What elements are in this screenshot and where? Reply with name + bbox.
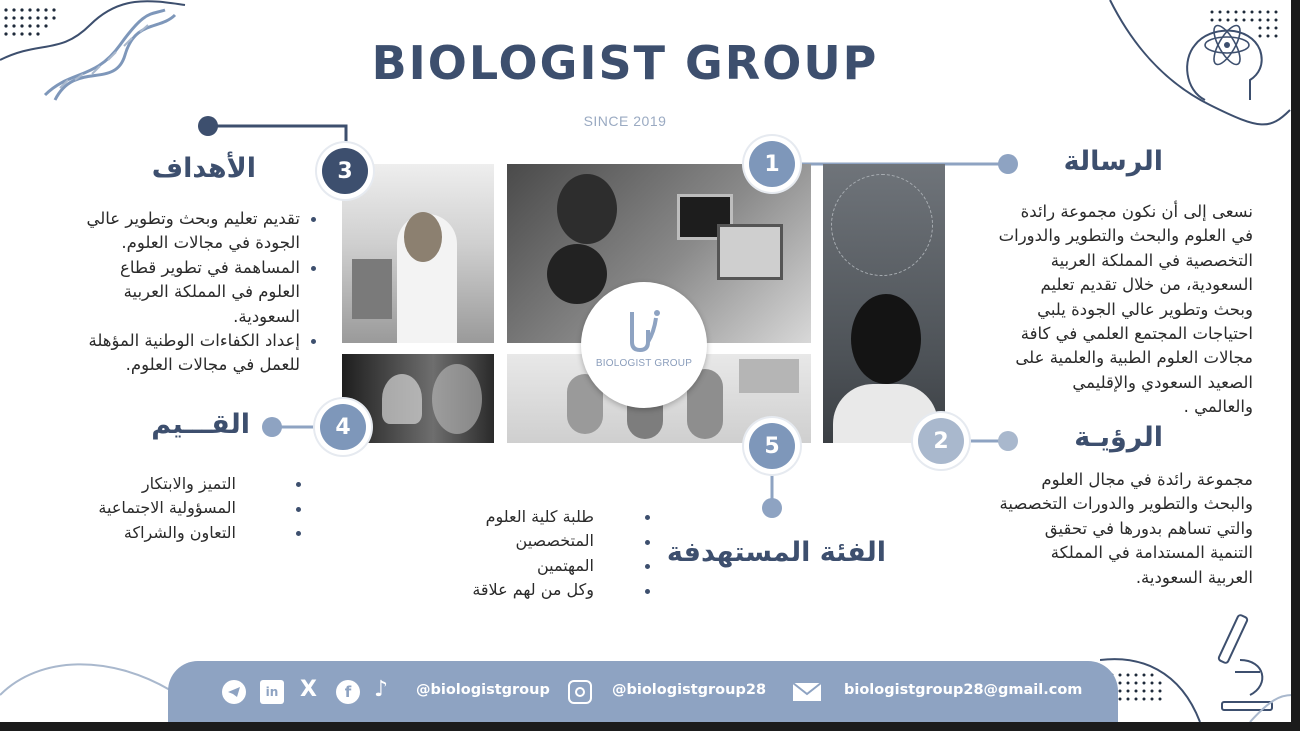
goals-line: المساهمة في تطوير قطاع — [119, 257, 300, 277]
mission-line: في العلوم والبحث والتطوير والدورات — [998, 226, 1253, 246]
badge-values: 4 — [320, 404, 366, 450]
mission-line: والعالمي . — [1183, 397, 1253, 417]
audience-bullet — [645, 540, 650, 545]
mission-line: وبحث وتطوير عالي الجودة يلبي — [1037, 299, 1253, 319]
audience-item — [354, 529, 594, 553]
instagram-handle[interactable]: @biologistgroup28 — [612, 682, 767, 698]
values-item-text: التعاون والشراكة — [123, 522, 236, 542]
mission-text — [923, 200, 1253, 420]
x-icon[interactable]: X — [300, 677, 317, 702]
audience-bullet — [645, 564, 650, 569]
audience-bullet — [645, 589, 650, 594]
frame-edge-bottom — [0, 722, 1300, 731]
logo-mark-icon — [624, 306, 664, 354]
badge-mission: 1 — [749, 141, 795, 187]
mission-line: التخصصية في المملكة العربية — [1050, 250, 1253, 270]
goals-list — [40, 207, 300, 378]
values-bullet — [296, 482, 301, 487]
telegram-icon[interactable] — [222, 680, 246, 704]
vision-line: العربية السعودية. — [1135, 567, 1253, 587]
goals-heading: الأهداف — [151, 153, 256, 184]
goals-line: للعمل في مجالات العلوم. — [125, 355, 300, 375]
envelope-icon[interactable] — [792, 682, 822, 706]
audience-item-text: طلبة كلية العلوم — [485, 507, 594, 526]
values-heading: القـــيم — [151, 409, 250, 440]
goals-line: السعودية. — [233, 306, 300, 326]
badge-vision: 2 — [918, 418, 964, 464]
audience-list — [354, 505, 594, 603]
values-item-text: المسؤولية الاجتماعية — [98, 498, 236, 518]
page-title: BIOLOGIST GROUP — [371, 36, 879, 90]
values-item — [36, 521, 236, 545]
goals-line: الجودة في مجالات العلوم. — [121, 233, 300, 253]
audience-item-text: المهتمين — [536, 555, 594, 575]
vision-text — [913, 468, 1253, 590]
goals-line: تقديم تعليم وبحث وتطوير عالي — [86, 209, 300, 228]
mission-line: مجالات العلوم الطبية والعلمية على — [1015, 348, 1253, 368]
vision-line: والبحث والتطوير والدورات التخصصية — [999, 494, 1253, 514]
mission-line: احتياجات المجتمع العلمي في كافة — [1020, 324, 1253, 344]
mission-line: الصعيد السعودي والإقليمي — [1072, 372, 1253, 392]
values-item — [36, 496, 236, 520]
goals-item — [40, 256, 300, 329]
vision-line: التنمية المستدامة في المملكة — [1050, 543, 1253, 563]
goals-line: العلوم في المملكة العربية — [123, 282, 300, 302]
values-bullet — [296, 531, 301, 536]
logo-text: BIOLOGIST GROUP — [595, 358, 693, 369]
linkedin-icon[interactable]: in — [260, 680, 284, 704]
audience-item — [354, 505, 594, 529]
audience-item-text: وكل من لهم علاقة — [472, 580, 594, 600]
lab-photo-scientist — [342, 164, 494, 343]
mission-heading: الرسالة — [1063, 146, 1163, 177]
badge-audience: 5 — [749, 423, 795, 469]
audience-heading: الفئة المستهدفة — [666, 537, 886, 568]
instagram-icon[interactable] — [568, 680, 592, 704]
vision-heading: الرؤيـة — [1074, 422, 1163, 453]
frame-edge-right — [1291, 0, 1300, 731]
values-list — [36, 472, 236, 545]
values-item — [36, 472, 236, 496]
badge-goals: 3 — [322, 148, 368, 194]
audience-item — [354, 554, 594, 578]
tiktok-icon[interactable]: ♪ — [374, 677, 389, 702]
social-handle[interactable]: @biologistgroup — [416, 682, 550, 698]
footer-contact-bar — [168, 661, 1118, 723]
facebook-icon[interactable]: f — [336, 680, 360, 704]
vision-line: والتي تساهم بدورها في تحقيق — [1044, 518, 1253, 538]
audience-item-text: المتخصصين — [515, 531, 594, 551]
mission-line: نسعى إلى أن نكون مجموعة رائدة — [1020, 202, 1253, 221]
mission-line: السعودية، من خلال تقديم تعليم — [1040, 275, 1253, 295]
audience-bullet — [645, 515, 650, 520]
values-item-text: التميز والابتكار — [141, 474, 236, 493]
vision-line: مجموعة رائدة في مجال العلوم — [1041, 470, 1253, 489]
values-bullet — [296, 507, 301, 512]
goals-item — [40, 207, 300, 256]
goals-line: إعداد الكفاءات الوطنية المؤهلة — [88, 331, 300, 351]
since-label: SINCE 2019 — [583, 113, 667, 129]
email-address[interactable]: biologistgroup28@gmail.com — [844, 682, 1083, 698]
brand-logo — [581, 282, 707, 408]
audience-item — [354, 578, 594, 602]
goals-item — [40, 329, 300, 378]
